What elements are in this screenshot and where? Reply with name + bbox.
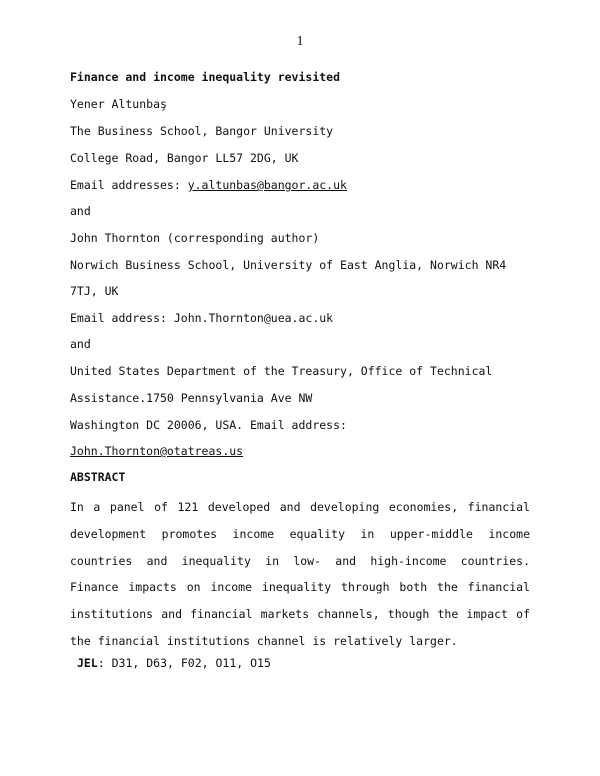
- author1-email-link[interactable]: y.altunbas@bangor.ac.uk: [187, 178, 347, 192]
- jel-label: JEL: [77, 656, 98, 670]
- abstract-heading: ABSTRACT: [70, 470, 126, 484]
- paper-title: Finance and income inequality revisited: [70, 70, 341, 84]
- and-separator-1: and: [70, 204, 91, 218]
- page-number: 1: [296, 34, 304, 49]
- author2-alt-line2: Assistance.1750 Pennsylvania Ave NW: [70, 391, 313, 405]
- jel-codes: : D31, D63, F02, O11, O15: [97, 656, 271, 670]
- author2-affiliation-line1: Norwich Business School, University of East Anglia, Norwich NR4: [70, 258, 507, 272]
- author1-name: Yener Altunbaş: [70, 97, 167, 111]
- abstract-line: development promotes income equality in upper-middle income: [70, 526, 530, 541]
- jel-line: [77, 656, 271, 670]
- abstract-line: In a panel of 121 developed and developing economies, financial: [70, 500, 530, 514]
- author2-affiliation-line2: 7TJ, UK: [70, 284, 119, 298]
- author2-email-line: Email address: John.Thornton@uea.ac.uk: [70, 311, 334, 325]
- author2-name: John Thornton (corresponding author): [70, 231, 320, 245]
- author2-alt-email-link[interactable]: John.Thornton@otatreas.us: [70, 444, 244, 458]
- abstract-line: institutions and financial markets channels, though the impact of: [70, 607, 530, 622]
- abstract-body: [70, 494, 530, 655]
- author1-email-label: Email addresses:: [70, 178, 188, 192]
- author2-alt-line1: United States Department of the Treasury, Office of Technical: [70, 364, 493, 378]
- author2-alt-line3: Washington DC 20006, USA. Email address:: [70, 418, 347, 432]
- author1-affiliation: The Business School, Bangor University: [70, 124, 334, 138]
- author1-email-line: [70, 178, 347, 192]
- abstract-line: countries and inequality in low- and high-income countries.: [70, 553, 530, 568]
- and-separator-2: and: [70, 337, 91, 351]
- abstract-line: the financial institutions channel is relatively larger.: [70, 633, 458, 648]
- abstract-line: Finance impacts on income inequality through both the financial: [70, 580, 530, 595]
- author1-address: College Road, Bangor LL57 2DG, UK: [70, 151, 299, 165]
